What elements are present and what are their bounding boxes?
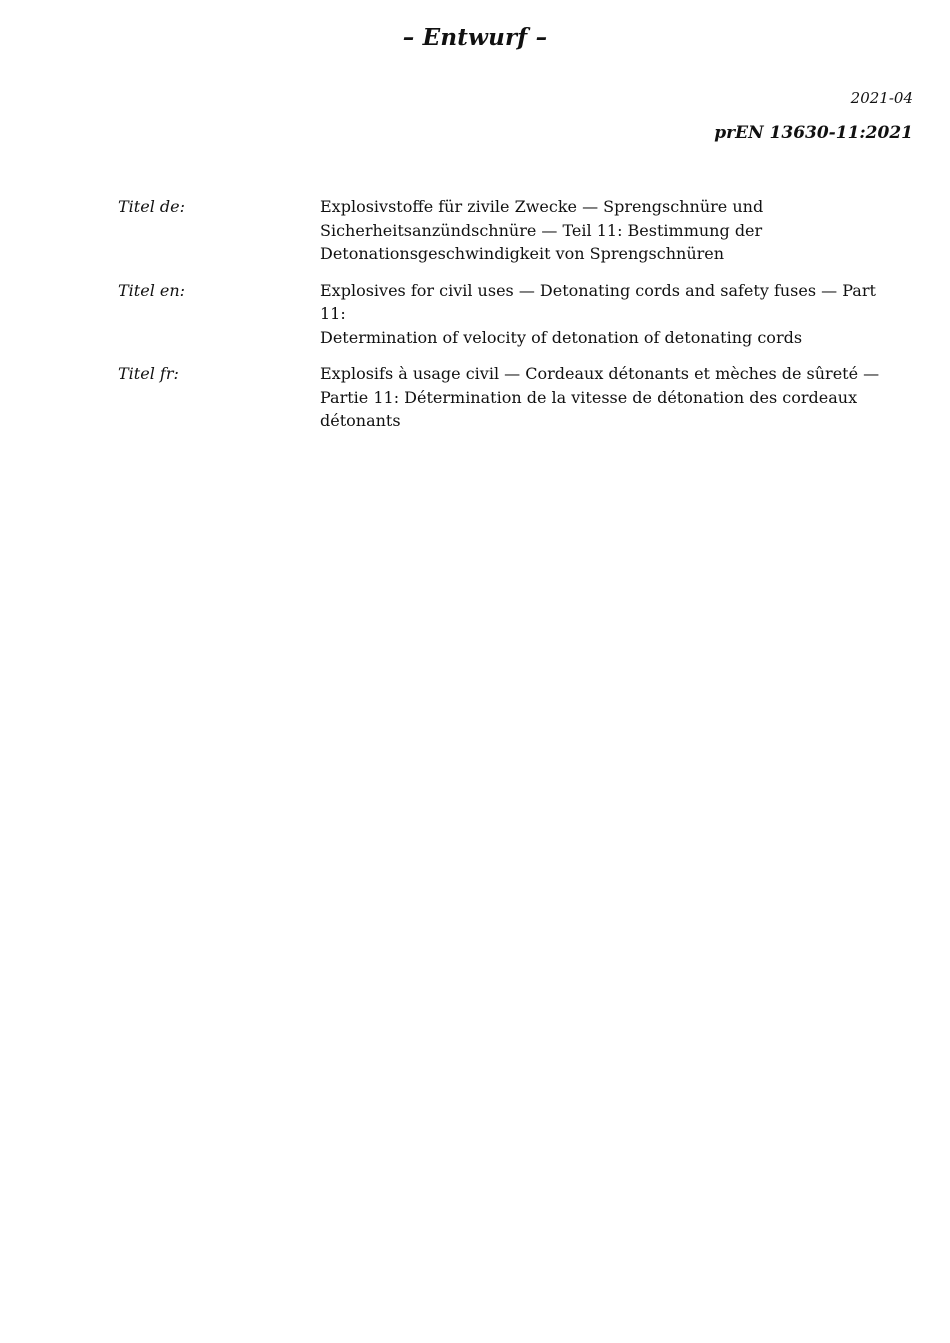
title-text-de [320,195,898,266]
titles-block [118,195,898,446]
draft-watermark: – Entwurf – [402,24,548,51]
document-date: 2021-04 [850,89,913,107]
title-row-fr [118,362,898,433]
title-label-de: Titel de: [118,197,185,216]
title-line: Explosives for civil uses — Detonating cords and safety fuses — Part 11: [320,280,876,323]
title-row-en [118,279,898,350]
title-line: Determination of velocity of detonation of detonating cords [320,327,803,347]
title-line: Partie 11: Détermination de la vitesse de détonation des cordeaux [320,387,858,407]
document-number: prEN 13630-11:2021 [714,123,913,143]
title-label-fr: Titel fr: [118,364,179,383]
title-row-de [118,195,898,266]
title-text-fr [320,362,898,433]
title-line: Explosifs à usage civil — Cordeaux détonants et mèches de sûreté — [320,364,880,383]
title-label-en: Titel en: [118,280,186,300]
title-line: détonants [320,411,401,430]
title-line: Sicherheitsanzündschnüre — Teil 11: Bestimmung der [320,220,763,240]
title-line: Detonationsgeschwindigkeit von Sprengschnüren [320,244,725,263]
title-text-en [320,279,898,350]
title-line: Explosivstoffe für zivile Zwecke — Sprengschnüre und [320,197,764,216]
